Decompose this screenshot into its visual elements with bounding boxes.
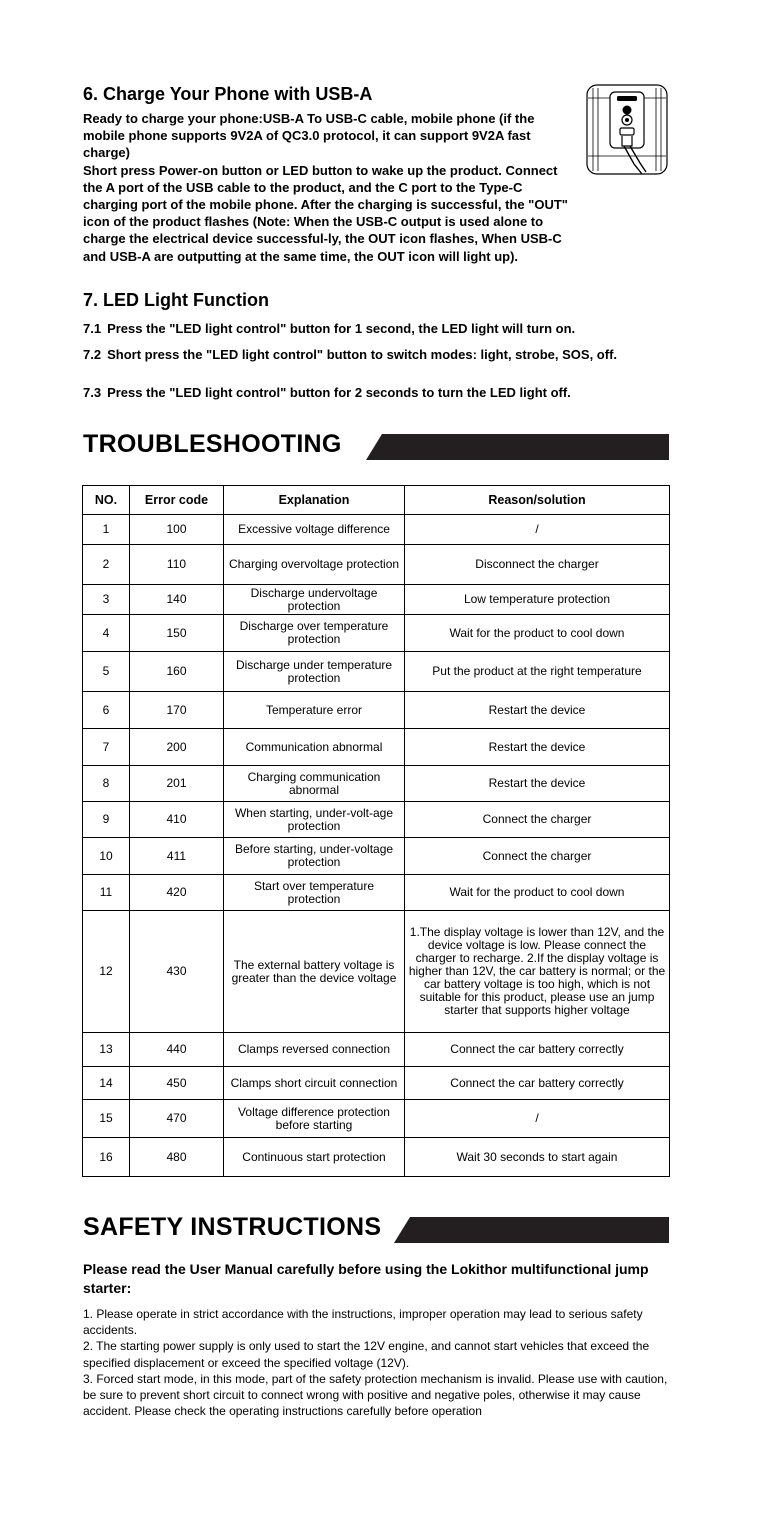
table-row xyxy=(83,652,670,692)
explanation-cell: Charging overvoltage protection xyxy=(224,545,405,585)
solution-cell: Put the product at the right temperature xyxy=(405,652,670,692)
led-step-1-text: Press the "LED light control" button for 1 second, the LED light will turn on. xyxy=(107,321,576,336)
safety-item-1: 1. Please operate in strict accordance with the instructions, improper operation may lead to serious safety accidents. xyxy=(83,1307,643,1338)
solution-cell: Wait 30 seconds to start again xyxy=(405,1138,670,1177)
table-row xyxy=(83,1138,670,1177)
explanation-cell: Excessive voltage difference xyxy=(224,515,405,545)
section-6-para-1: Ready to charge your phone:USB-A To USB-C cable, mobile phone (if the mobile phone supports 9V2A of QC3.0 protocol, it can support 9V2A fast charge) xyxy=(83,111,535,161)
col-header-solution: Reason/solution xyxy=(405,486,670,515)
table-row xyxy=(83,1100,670,1138)
row-number-cell: 16 xyxy=(83,1138,130,1177)
error-code-cell: 440 xyxy=(130,1033,224,1067)
table-header-row xyxy=(83,486,670,515)
error-code-cell: 410 xyxy=(130,802,224,838)
solution-cell: Low temperature protection xyxy=(405,585,670,615)
error-code-cell: 150 xyxy=(130,615,224,652)
row-number-cell: 2 xyxy=(83,545,130,585)
table-body xyxy=(83,515,670,1177)
row-number-cell: 9 xyxy=(83,802,130,838)
row-number-cell: 13 xyxy=(83,1033,130,1067)
row-number-cell: 10 xyxy=(83,838,130,875)
explanation-cell: Before starting, under-voltage protection xyxy=(224,838,405,875)
led-step-2-number: 7.2 xyxy=(83,347,102,362)
error-code-cell: 160 xyxy=(130,652,224,692)
table-row xyxy=(83,515,670,545)
table-row xyxy=(83,802,670,838)
section-7-title: 7. LED Light Function xyxy=(83,290,269,310)
solution-cell: Restart the device xyxy=(405,692,670,729)
table-row xyxy=(83,911,670,1033)
solution-cell: Disconnect the charger xyxy=(405,545,670,585)
troubleshooting-banner-bar xyxy=(83,427,669,461)
error-code-cell: 420 xyxy=(130,875,224,911)
solution-cell: 1.The display voltage is lower than 12V, and the device voltage is low. Please connect the charger to recharge. 2.If the display voltage is higher than 12V, the car battery is normal; or the car battery voltage is too high, which is not suitable for this product, please use an jump starter that supports higher voltage xyxy=(405,911,670,1033)
table-row xyxy=(83,838,670,875)
section-6-para-2: Short press Power-on button or LED button to wake up the product. Connect the A port of the USB cable to the product, and the C port to the Type-C charging port of the mobile phone. After the charging is successful, the "OUT" icon of the product flashes (Note: When the USB-C output is used alone to charge the electrical device successful-ly, the OUT icon flashes, When USB-C and USB-A are outputting at the same time, the OUT icon will light up). xyxy=(83,162,568,264)
led-step-1 xyxy=(83,320,673,338)
safety-lead-text: Please read the User Manual carefully before using the Lokithor multifunctional jump starter: xyxy=(83,1261,649,1296)
safety-item-3: 3. Forced start mode, in this mode, part of the safety protection mechanism is invalid. Please use with caution, be sure to prevent short circuit to connect wrong with positive and negative poles, otherwise it may cause accident. Please check the operating instructions carefully before operation xyxy=(83,1371,668,1419)
table-row xyxy=(83,1067,670,1100)
solution-cell: Connect the car battery correctly xyxy=(405,1067,670,1100)
row-number-cell: 15 xyxy=(83,1100,130,1138)
row-number-cell: 3 xyxy=(83,585,130,615)
error-code-cell: 140 xyxy=(130,585,224,615)
safety-title: SAFETY INSTRUCTIONS xyxy=(83,1213,382,1241)
led-step-2-text: Short press the "LED light control" button to switch modes: light, strobe, SOS, off. xyxy=(107,347,618,362)
solution-cell: Restart the device xyxy=(405,729,670,766)
section-6-title: 6. Charge Your Phone with USB-A xyxy=(83,84,373,104)
explanation-cell: The external battery voltage is greater than the device voltage xyxy=(224,911,405,1033)
safety-list xyxy=(83,1306,673,1419)
led-step-2 xyxy=(83,346,673,364)
safety-header xyxy=(83,1210,669,1244)
table-row xyxy=(83,875,670,911)
device-port-illustration xyxy=(586,84,668,176)
led-step-3 xyxy=(83,384,673,402)
row-number-cell: 6 xyxy=(83,692,130,729)
led-step-3-text: Press the "LED light control" button for 2 seconds to turn the LED light off. xyxy=(107,385,571,400)
table-row xyxy=(83,692,670,729)
solution-cell: Wait for the product to cool down xyxy=(405,875,670,911)
troubleshooting-title: TROUBLESHOOTING xyxy=(83,430,342,458)
error-code-cell: 480 xyxy=(130,1138,224,1177)
solution-cell: / xyxy=(405,1100,670,1138)
explanation-cell: Charging communication abnormal xyxy=(224,766,405,802)
explanation-cell: Discharge over temperature protection xyxy=(224,615,405,652)
error-code-cell: 411 xyxy=(130,838,224,875)
solution-cell: Restart the device xyxy=(405,766,670,802)
row-number-cell: 7 xyxy=(83,729,130,766)
table-row xyxy=(83,615,670,652)
row-number-cell: 8 xyxy=(83,766,130,802)
safety-banner-bar xyxy=(83,1210,669,1244)
explanation-cell: Discharge under temperature protection xyxy=(224,652,405,692)
table-row xyxy=(83,766,670,802)
troubleshooting-header xyxy=(83,427,669,461)
error-code-cell: 450 xyxy=(130,1067,224,1100)
row-number-cell: 1 xyxy=(83,515,130,545)
solution-cell: Connect the car battery correctly xyxy=(405,1033,670,1067)
row-number-cell: 5 xyxy=(83,652,130,692)
solution-cell: Connect the charger xyxy=(405,838,670,875)
row-number-cell: 4 xyxy=(83,615,130,652)
led-step-3-number: 7.3 xyxy=(83,385,102,400)
explanation-cell: Start over temperature protection xyxy=(224,875,405,911)
explanation-cell: Clamps reversed connection xyxy=(224,1033,405,1067)
led-step-1-number: 7.1 xyxy=(83,321,102,336)
error-code-cell: 200 xyxy=(130,729,224,766)
safety-item-2: 2. The starting power supply is only used to start the 12V engine, and cannot start vehicles that exceed the specified displacement or exceed the specified voltage (12V). xyxy=(83,1339,650,1370)
error-code-cell: 100 xyxy=(130,515,224,545)
error-code-cell: 470 xyxy=(130,1100,224,1138)
explanation-cell: Continuous start protection xyxy=(224,1138,405,1177)
solution-cell: Connect the charger xyxy=(405,802,670,838)
solution-cell: / xyxy=(405,515,670,545)
explanation-cell: Clamps short circuit connection xyxy=(224,1067,405,1100)
row-number-cell: 12 xyxy=(83,911,130,1033)
col-header-no: NO. xyxy=(83,486,130,515)
row-number-cell: 11 xyxy=(83,875,130,911)
table-row xyxy=(83,545,670,585)
table-row xyxy=(83,1033,670,1067)
col-header-error-code: Error code xyxy=(130,486,224,515)
table-row xyxy=(83,585,670,615)
solution-cell: Wait for the product to cool down xyxy=(405,615,670,652)
error-code-cell: 110 xyxy=(130,545,224,585)
troubleshooting-table xyxy=(82,485,670,1177)
error-code-cell: 201 xyxy=(130,766,224,802)
row-number-cell: 14 xyxy=(83,1067,130,1100)
explanation-cell: Voltage difference protection before starting xyxy=(224,1100,405,1138)
error-code-cell: 170 xyxy=(130,692,224,729)
section-6-body xyxy=(83,110,573,265)
col-header-explanation: Explanation xyxy=(224,486,405,515)
explanation-cell: Temperature error xyxy=(224,692,405,729)
error-code-cell: 430 xyxy=(130,911,224,1033)
table-row xyxy=(83,729,670,766)
explanation-cell: When starting, under-volt-age protection xyxy=(224,802,405,838)
explanation-cell: Communication abnormal xyxy=(224,729,405,766)
explanation-cell: Discharge undervoltage protection xyxy=(224,585,405,615)
